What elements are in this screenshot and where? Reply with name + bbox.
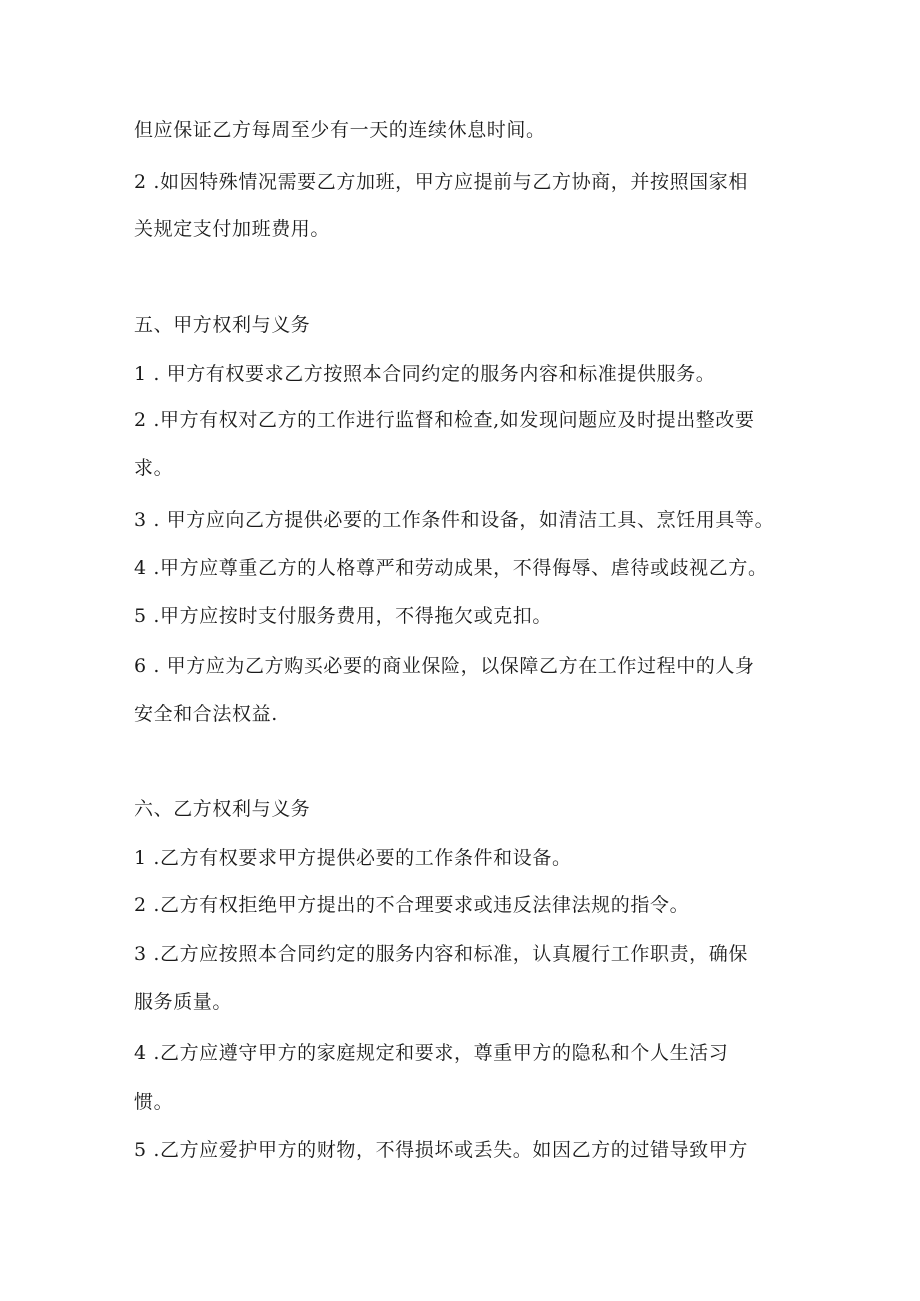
paragraph-line: 关规定支付加班费用。 bbox=[134, 218, 331, 240]
paragraph-line: 6 . 甲方应为乙方购买必要的商业保险，以保障乙方在工作过程中的人身 bbox=[134, 655, 755, 677]
paragraph-line: 2 .如因特殊情况需要乙方加班，甲方应提前与乙方协商，并按照国家相 bbox=[134, 171, 748, 193]
paragraph-line: 3 . 甲方应向乙方提供必要的工作条件和设备，如清洁工具、烹饪用具等。 bbox=[134, 509, 775, 531]
paragraph-line: 2 .甲方有权对乙方的工作进行监督和检查,如发现问题应及时提出整改要 bbox=[134, 409, 755, 431]
paragraph-line: 求。 bbox=[134, 457, 174, 479]
paragraph-line: 5 .甲方应按时支付服务费用，不得拖欠或克扣。 bbox=[134, 605, 552, 627]
paragraph-line: 4 .乙方应遵守甲方的家庭规定和要求，尊重甲方的隐私和个人生活习 bbox=[134, 1042, 729, 1064]
paragraph-line: 服务质量。 bbox=[134, 991, 233, 1013]
paragraph-line: 1 . 甲方有权要求乙方按照本合同约定的服务内容和标准提供服务。 bbox=[134, 363, 716, 385]
section-heading: 六、乙方权利与义务 bbox=[134, 798, 311, 820]
paragraph-line: 但应保证乙方每周至少有一天的连续休息时间。 bbox=[134, 119, 546, 141]
paragraph-line: 1 .乙方有权要求甲方提供必要的工作条件和设备。 bbox=[134, 847, 572, 869]
paragraph-line: 安全和合法权益. bbox=[134, 703, 278, 725]
paragraph-line: 4 .甲方应尊重乙方的人格尊严和劳动成果，不得侮辱、虐待或歧视乙方。 bbox=[134, 557, 768, 579]
paragraph-line: 2 .乙方有权拒绝甲方提出的不合理要求或违反法律法规的指令。 bbox=[134, 894, 690, 916]
paragraph-line: 5 .乙方应爱护甲方的财物，不得损坏或丢失。如因乙方的过错导致甲方 bbox=[134, 1139, 748, 1161]
section-heading: 五、甲方权利与义务 bbox=[134, 314, 311, 336]
paragraph-line: 3 .乙方应按照本合同约定的服务内容和标准，认真履行工作职责，确保 bbox=[134, 943, 748, 965]
paragraph-line: 惯。 bbox=[134, 1091, 174, 1113]
